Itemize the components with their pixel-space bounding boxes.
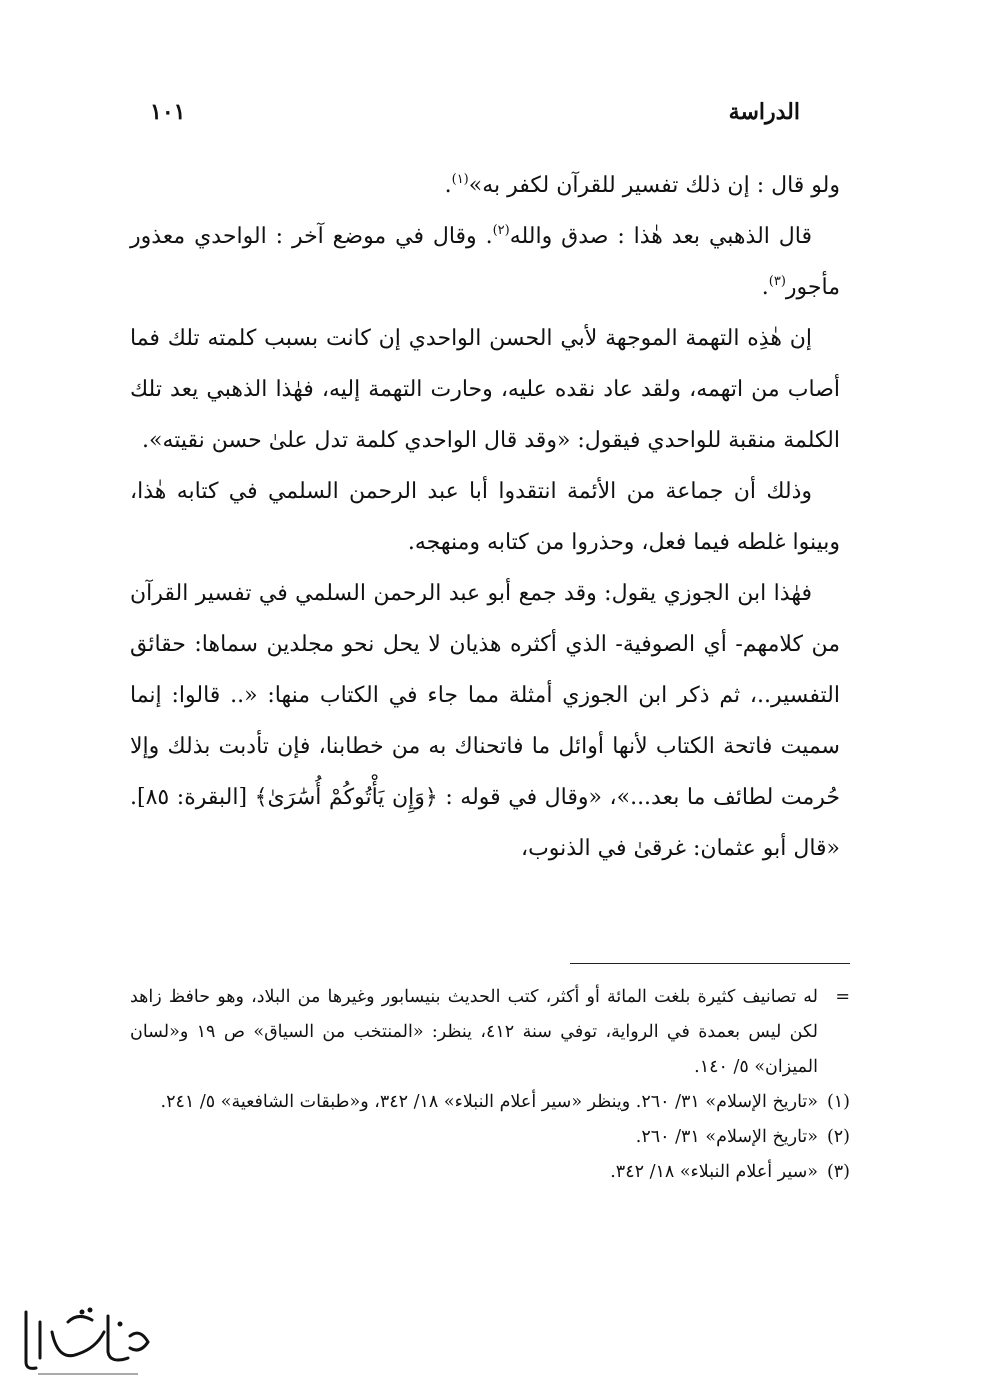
main-text (130, 160, 840, 874)
quran-verse: ﴿وَإِن يَأْتُوكُمْ أُسَٰرَىٰ﴾ (254, 785, 438, 810)
calligraphy-logo-icon (8, 1292, 158, 1382)
paragraph-5 (130, 568, 840, 874)
running-title: الدراسة (728, 99, 800, 125)
footnote-separator (570, 963, 850, 964)
page-number: ١٠١ (150, 99, 186, 125)
footnote-marker: = (835, 987, 850, 1007)
footnote-continuation (130, 980, 850, 1085)
page-header (150, 92, 800, 132)
footnote-text: له تصانيف كثيرة بلغت المائة أو أكثر، كتب الحديث بنيسابور وغيرها من البلاد، وهو حافظ زاهد لكن ليس بعمدة في الرواية، توفي سنة ٤١٢، ينظر: «المنتخب من السياق» ص ١٩ و«لسان الميزان» ٥/ ١٤٠. (130, 987, 818, 1077)
paragraph-2 (130, 211, 840, 313)
footnote-marker: (١) (826, 1092, 850, 1112)
footnote-marker: (٢) (826, 1127, 850, 1147)
footnote-ref-3: (٣) (768, 274, 786, 289)
paragraph-2-tail: . (761, 275, 769, 300)
paragraph-1-text: ولو قال : إن ذلك تفسير للقرآن لكفر به» (468, 173, 840, 198)
footnote-text: «تاريخ الإسلام» ٣١/ ٢٦٠. (635, 1127, 818, 1147)
paragraph-2-text-b: . وقال في موضع آخر : الواحدي معذور مأجور (130, 224, 840, 300)
paragraph-4: وذلك أن جماعة من الأئمة انتقدوا أبا عبد الرحمن السلمي في كتابه هٰذا، وبينوا غلطه فيما فعل، وحذروا من كتابه ومنهجه. (130, 479, 840, 555)
footnote-1 (130, 1085, 850, 1120)
paragraph-5-text-b: [البقرة: ٨٥]. «قال أبو عثمان: غرقىٰ في الذنوب، (130, 785, 840, 861)
paragraph-2-text-a: قال الذهبي بعد هٰذا : صدق والله (509, 224, 812, 249)
footnote-3 (130, 1155, 850, 1190)
paragraph-1-tail: . (444, 173, 452, 198)
footnote-text: «سير أعلام النبلاء» ١٨/ ٣٤٢. (610, 1162, 818, 1182)
footnote-marker: (٣) (826, 1162, 850, 1182)
footnote-ref-1: (١) (451, 172, 469, 187)
paragraph-5-text-a: فهٰذا ابن الجوزي يقول: وقد جمع أبو عبد الرحمن السلمي في تفسير القرآن من كلامهم- أي الصوفية- الذي أكثره هذيان لا يحل نحو مجلدين سماها: حقائق التفسير..، ثم ذكر ابن الجوزي أمثلة مما جاء في الكتاب منها: «.. قالوا: إنما سميت فاتحة الكتاب لأنها أوائل ما فاتحناك به من خطابنا، فإن تأدبت بذلك وإلا حُرمت لطائف ما بعد...»، «وقال في قوله : (130, 581, 840, 810)
paragraph-3: إن هٰذِه التهمة الموجهة لأبي الحسن الواحدي إن كانت بسبب كلمته تلك فما أصاب من اتهمه، ولقد عاد نقده عليه، وحارت التهمة إليه، فهٰذا الذهبي يعد تلك الكلمة منقبة للواحدي فيقول: «وقد قال الواحدي كلمة تدل علىٰ حسن نقيته». (130, 326, 840, 453)
footnote-ref-2: (٢) (492, 223, 510, 238)
paragraph-1 (130, 160, 840, 211)
footnote-2 (130, 1120, 850, 1155)
footnote-text: «تاريخ الإسلام» ٣١/ ٢٦٠. وينظر «سير أعلام النبلاء» ١٨/ ٣٤٢، و«طبقات الشافعية» ٥/ ٢٤١. (160, 1092, 818, 1112)
footnotes (130, 980, 850, 1190)
